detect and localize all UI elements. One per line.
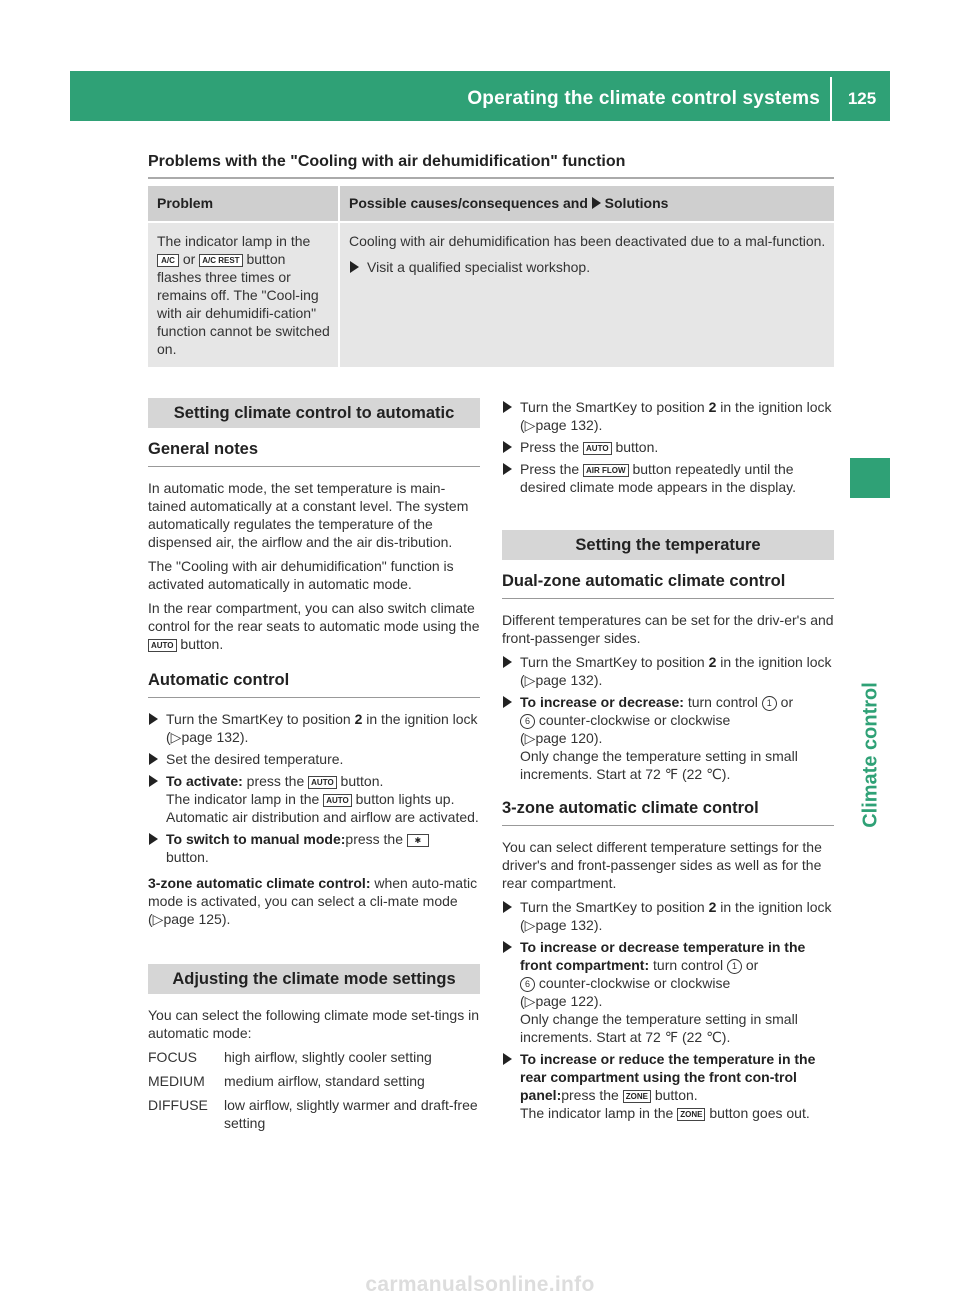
step-item: Turn the SmartKey to position 2 in the ignition lock (▷page 132). <box>502 898 834 934</box>
arrow-icon <box>592 197 601 209</box>
adjust-heading: Adjusting the climate mode settings <box>148 964 480 994</box>
column-header-problem: Problem <box>148 186 340 221</box>
auto-key-icon: AUTO <box>583 442 612 455</box>
control-6-icon: 6 <box>520 714 535 729</box>
auto-key-icon: AUTO <box>148 639 177 652</box>
manual-airflow-key-icon: ✱ <box>407 834 429 847</box>
control-1-icon: 1 <box>727 959 742 974</box>
arrow-icon <box>149 753 158 765</box>
arrow-icon <box>503 463 512 475</box>
step-item: Press the AUTO button. <box>502 438 834 456</box>
step-item: Press the AIR FLOW button repeatedly until the desired climate mode appears in the display. <box>502 460 834 496</box>
step-item: Turn the SmartKey to position 2 in the ignition lock (▷page 132). <box>148 710 480 746</box>
auto-key-icon: AUTO <box>308 776 337 789</box>
control-6-icon: 6 <box>520 977 535 992</box>
zone-key-icon: ZONE <box>623 1090 651 1103</box>
step-item: Set the desired temperature. <box>148 750 480 768</box>
mode-row: MEDIUM medium airflow, standard setting <box>148 1073 425 1089</box>
side-tab-marker <box>850 458 890 498</box>
auto-key-icon: AUTO <box>323 794 352 807</box>
ac-key-icon: A/C <box>157 254 179 267</box>
ac-rest-key-icon: A/C REST <box>199 254 242 267</box>
page-number: 125 <box>847 89 877 108</box>
arrow-icon <box>149 713 158 725</box>
step-item: To increase or reduce the temperature in the rear compartment using the front con-trol panel:press the ZONE button. The indicator lamp in the ZONE button goes out. <box>502 1050 834 1122</box>
three-zone-note: 3-zone automatic climate control: when auto-matic mode is activated, you can select a cli-mate mode (▷page 125). <box>148 875 478 927</box>
arrow-icon <box>149 775 158 787</box>
step-item: To switch to manual mode:press the ✱ button. <box>148 830 480 866</box>
problems-table <box>148 186 834 367</box>
adjust-intro: You can select the following climate mode set-tings in automatic mode: <box>148 1007 479 1041</box>
causes-cell <box>340 223 834 367</box>
mode-table <box>148 1048 480 1138</box>
left-column <box>148 398 480 1138</box>
general-notes-p1: In automatic mode, the set temperature is main-tained automatically at a constant level. The system automatically regulates the temperature of the dispensed air, the airflow and the air dis-tribution. <box>148 480 469 550</box>
header-title: Operating the climate control systems <box>467 88 820 109</box>
mode-row: DIFFUSE low airflow, slightly warmer and draft-free setting <box>148 1097 478 1131</box>
step-item: To increase or decrease temperature in the front compartment: turn control 1 or 6 counter-clockwise or clockwise (▷page 122). Only change the temperature setting in small increments. Start at 72 ℉ (22 ℃). <box>502 938 834 1046</box>
arrow-icon <box>503 941 512 953</box>
zone-key-icon: ZONE <box>677 1108 705 1121</box>
title-divider <box>148 177 834 179</box>
general-notes-heading: General notes <box>148 440 480 467</box>
general-notes-p3: In the rear compartment, you can also switch climate control for the rear seats to automatic mode using the AUTO button. <box>148 600 480 652</box>
dual-zone-heading: Dual-zone automatic climate control <box>502 572 834 599</box>
step-item: Turn the SmartKey to position 2 in the ignition lock (▷page 132). <box>502 398 834 434</box>
general-notes-p2: The "Cooling with air dehumidification" function is activated automatically in automatic mode. <box>148 558 454 592</box>
problems-section-title: Problems with the "Cooling with air dehumidification" function <box>148 153 626 170</box>
cause-text: Cooling with air dehumidification has been deactivated due to a mal-function. <box>349 233 826 249</box>
three-zone-heading: 3-zone automatic climate control <box>502 799 834 826</box>
arrow-icon <box>503 656 512 668</box>
right-column <box>502 398 834 1126</box>
table-row <box>148 223 834 367</box>
automatic-heading: Setting climate control to automatic <box>148 398 480 428</box>
page-header <box>70 71 890 121</box>
watermark: carmanualsonline.info <box>365 1273 595 1296</box>
problem-cell: The indicator lamp in the A/C or A/C REST button flashes three times or remains off. The "Cool-ing with air dehumidifi-cation" function cannot be switched on. <box>148 223 340 367</box>
solution-step: Visit a qualified specialist workshop. <box>349 258 826 276</box>
step-item: To increase or decrease: turn control 1 or 6 counter-clockwise or clockwise (▷page 120). Only change the temperature setting in small increments. Start at 72 ℉ (22 ℃). <box>502 693 834 783</box>
arrow-icon <box>503 1053 512 1065</box>
control-1-icon: 1 <box>762 696 777 711</box>
arrow-icon <box>503 401 512 413</box>
three-zone-intro: You can select different temperature settings for the driver's and front-passenger sides as well as for the rear compartment. <box>502 839 822 891</box>
side-tab-label: Climate control <box>859 682 882 828</box>
air-flow-key-icon: AIR FLOW <box>583 464 629 477</box>
step-item: To activate: press the AUTO button. The indicator lamp in the AUTO button lights up. Automatic air distribution and airflow are activated. <box>148 772 480 826</box>
arrow-icon <box>503 696 512 708</box>
arrow-icon <box>503 441 512 453</box>
arrow-icon <box>350 261 359 273</box>
column-header-causes: Possible causes/consequences and Solutions <box>340 186 834 221</box>
dual-zone-intro: Different temperatures can be set for the driv-er's and front-passenger sides. <box>502 612 834 646</box>
step-item: Turn the SmartKey to position 2 in the ignition lock (▷page 132). <box>502 653 834 689</box>
table-header-row <box>148 186 834 221</box>
mode-row: FOCUS high airflow, slightly cooler setting <box>148 1049 432 1065</box>
automatic-control-heading: Automatic control <box>148 671 480 698</box>
arrow-icon <box>503 901 512 913</box>
temperature-heading: Setting the temperature <box>502 530 834 560</box>
arrow-icon <box>149 833 158 845</box>
header-divider <box>830 77 832 121</box>
